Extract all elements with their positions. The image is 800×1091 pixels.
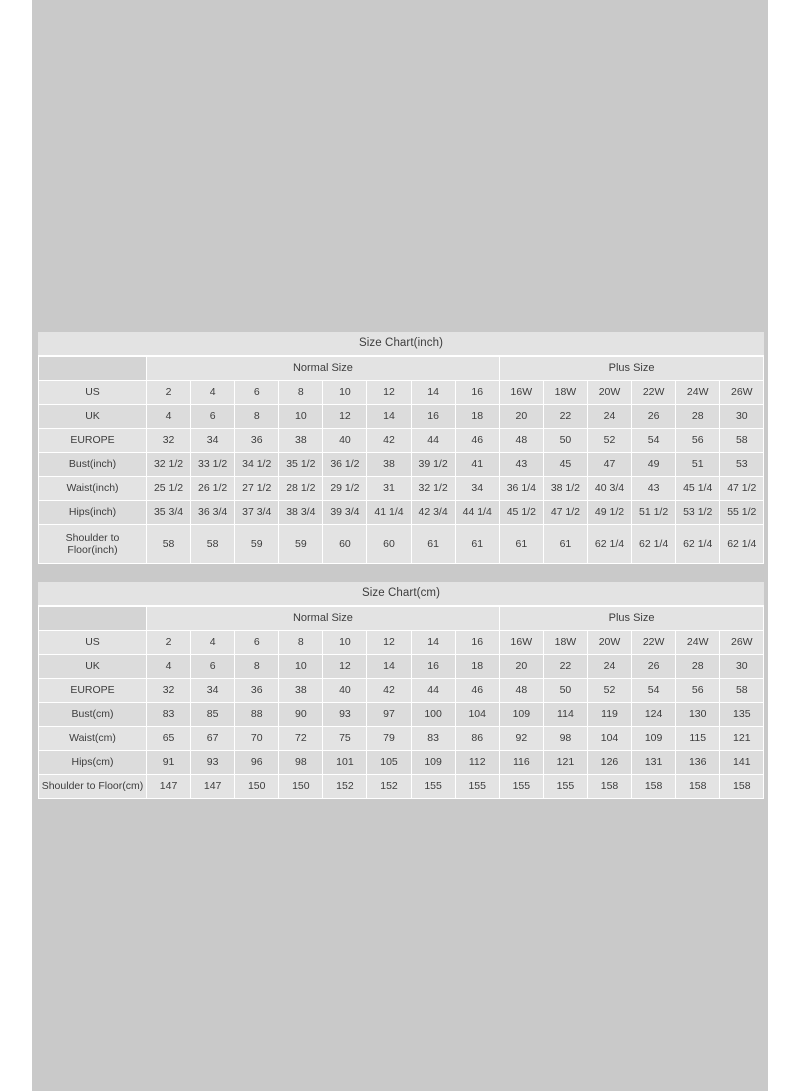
cell: 104 <box>455 703 499 727</box>
table-row <box>39 631 764 655</box>
table-group-row <box>39 607 764 631</box>
cell: 124 <box>632 703 676 727</box>
cell: 60 <box>323 525 367 564</box>
cell: 126 <box>587 751 631 775</box>
cell: 97 <box>367 703 411 727</box>
cell: 121 <box>720 727 764 751</box>
cell: 8 <box>279 381 323 405</box>
row-header: Bust(inch) <box>39 453 147 477</box>
group-blank-cell <box>39 607 147 631</box>
cell: 18W <box>543 381 587 405</box>
cell: 88 <box>235 703 279 727</box>
group-plus-size: Plus Size <box>499 607 764 631</box>
cell: 46 <box>455 679 499 703</box>
cell: 45 <box>543 453 587 477</box>
cell: 119 <box>587 703 631 727</box>
cell: 141 <box>720 751 764 775</box>
table-row <box>39 429 764 453</box>
cell: 135 <box>720 703 764 727</box>
cell: 121 <box>543 751 587 775</box>
cell: 2 <box>147 381 191 405</box>
cell: 10 <box>279 405 323 429</box>
cell: 37 3/4 <box>235 501 279 525</box>
cell: 14 <box>411 631 455 655</box>
cell: 34 <box>191 679 235 703</box>
table-row <box>39 453 764 477</box>
cell: 152 <box>323 775 367 799</box>
cell: 12 <box>367 381 411 405</box>
cell: 32 <box>147 679 191 703</box>
cell: 4 <box>191 381 235 405</box>
cell: 16W <box>499 631 543 655</box>
cell: 6 <box>235 631 279 655</box>
cell: 42 <box>367 679 411 703</box>
cell: 49 <box>632 453 676 477</box>
cell: 91 <box>147 751 191 775</box>
cell: 26 <box>632 405 676 429</box>
cell: 24W <box>676 631 720 655</box>
cell: 58 <box>191 525 235 564</box>
cell: 50 <box>543 429 587 453</box>
cell: 56 <box>676 679 720 703</box>
row-header: Waist(inch) <box>39 477 147 501</box>
cell: 16W <box>499 381 543 405</box>
table-row <box>39 655 764 679</box>
cell: 36 <box>235 429 279 453</box>
cell: 10 <box>323 631 367 655</box>
group-blank-cell <box>39 357 147 381</box>
cell: 32 1/2 <box>411 477 455 501</box>
cell: 6 <box>235 381 279 405</box>
row-header: EUROPE <box>39 429 147 453</box>
cell: 150 <box>235 775 279 799</box>
cell: 39 3/4 <box>323 501 367 525</box>
cell: 90 <box>279 703 323 727</box>
cell: 130 <box>676 703 720 727</box>
cell: 38 <box>279 679 323 703</box>
cell: 36 1/4 <box>499 477 543 501</box>
cell: 18 <box>455 655 499 679</box>
cell: 52 <box>587 679 631 703</box>
cell: 28 1/2 <box>279 477 323 501</box>
cell: 43 <box>499 453 543 477</box>
cell: 4 <box>191 631 235 655</box>
cell: 62 1/4 <box>632 525 676 564</box>
cell: 22W <box>632 381 676 405</box>
cell: 20W <box>587 381 631 405</box>
cell: 42 3/4 <box>411 501 455 525</box>
row-header: UK <box>39 655 147 679</box>
cell: 62 1/4 <box>587 525 631 564</box>
row-header: Shoulder to Floor(cm) <box>39 775 147 799</box>
cell: 29 1/2 <box>323 477 367 501</box>
cell: 158 <box>676 775 720 799</box>
cell: 50 <box>543 679 587 703</box>
cell: 25 1/2 <box>147 477 191 501</box>
cell: 85 <box>191 703 235 727</box>
cell: 114 <box>543 703 587 727</box>
table-row <box>39 679 764 703</box>
cell: 155 <box>543 775 587 799</box>
cell: 100 <box>411 703 455 727</box>
cell: 14 <box>411 381 455 405</box>
group-normal-size: Normal Size <box>147 607 500 631</box>
cell: 8 <box>235 405 279 429</box>
cell: 47 1/2 <box>720 477 764 501</box>
table-row <box>39 703 764 727</box>
cell: 47 <box>587 453 631 477</box>
cell: 46 <box>455 429 499 453</box>
table-row <box>39 477 764 501</box>
table-row <box>39 727 764 751</box>
cell: 61 <box>455 525 499 564</box>
cell: 98 <box>543 727 587 751</box>
cell: 4 <box>147 655 191 679</box>
cell: 58 <box>720 679 764 703</box>
cell: 18W <box>543 631 587 655</box>
cell: 98 <box>279 751 323 775</box>
table-row <box>39 381 764 405</box>
cell: 47 1/2 <box>543 501 587 525</box>
cell: 45 1/2 <box>499 501 543 525</box>
cell: 10 <box>279 655 323 679</box>
cell: 20W <box>587 631 631 655</box>
cell: 12 <box>367 631 411 655</box>
table-row <box>39 501 764 525</box>
row-header: Waist(cm) <box>39 727 147 751</box>
cell: 40 <box>323 429 367 453</box>
table-row <box>39 525 764 564</box>
cell: 2 <box>147 631 191 655</box>
cell: 45 1/4 <box>676 477 720 501</box>
cell: 36 1/2 <box>323 453 367 477</box>
cell: 34 <box>191 429 235 453</box>
cell: 150 <box>279 775 323 799</box>
cell: 33 1/2 <box>191 453 235 477</box>
cell: 24W <box>676 381 720 405</box>
group-normal-size: Normal Size <box>147 357 500 381</box>
row-header: EUROPE <box>39 679 147 703</box>
row-header: Hips(inch) <box>39 501 147 525</box>
cell: 34 <box>455 477 499 501</box>
row-header: Shoulder to Floor(inch) <box>39 525 147 564</box>
cell: 8 <box>279 631 323 655</box>
row-header: UK <box>39 405 147 429</box>
cell: 56 <box>676 429 720 453</box>
cell: 16 <box>411 655 455 679</box>
cell: 59 <box>279 525 323 564</box>
cell: 86 <box>455 727 499 751</box>
row-header: US <box>39 631 147 655</box>
group-plus-size: Plus Size <box>499 357 764 381</box>
cell: 39 1/2 <box>411 453 455 477</box>
cell: 32 1/2 <box>147 453 191 477</box>
cell: 109 <box>632 727 676 751</box>
cell: 44 <box>411 679 455 703</box>
cell: 70 <box>235 727 279 751</box>
size-chart-cm <box>38 582 764 799</box>
cell: 26 1/2 <box>191 477 235 501</box>
cell: 155 <box>499 775 543 799</box>
cell: 115 <box>676 727 720 751</box>
cell: 147 <box>191 775 235 799</box>
cell: 116 <box>499 751 543 775</box>
cell: 109 <box>499 703 543 727</box>
cell: 40 3/4 <box>587 477 631 501</box>
cell: 51 <box>676 453 720 477</box>
cell: 61 <box>411 525 455 564</box>
cell: 26W <box>720 381 764 405</box>
cell: 83 <box>411 727 455 751</box>
cell: 22 <box>543 405 587 429</box>
cell: 20 <box>499 405 543 429</box>
cell: 20 <box>499 655 543 679</box>
cell: 18 <box>455 405 499 429</box>
cell: 48 <box>499 429 543 453</box>
cell: 38 <box>279 429 323 453</box>
row-header: Hips(cm) <box>39 751 147 775</box>
cell: 41 1/4 <box>367 501 411 525</box>
cell: 83 <box>147 703 191 727</box>
cell: 28 <box>676 405 720 429</box>
cell: 93 <box>191 751 235 775</box>
cell: 58 <box>720 429 764 453</box>
cell: 152 <box>367 775 411 799</box>
cell: 24 <box>587 405 631 429</box>
cell: 30 <box>720 405 764 429</box>
cell: 155 <box>411 775 455 799</box>
cell: 96 <box>235 751 279 775</box>
cell: 52 <box>587 429 631 453</box>
cell: 53 <box>720 453 764 477</box>
cell: 8 <box>235 655 279 679</box>
cell: 6 <box>191 405 235 429</box>
cell: 40 <box>323 679 367 703</box>
cell: 59 <box>235 525 279 564</box>
cell: 38 3/4 <box>279 501 323 525</box>
cell: 101 <box>323 751 367 775</box>
cell: 55 1/2 <box>720 501 764 525</box>
size-chart-inch-table <box>38 356 764 564</box>
cell: 16 <box>455 631 499 655</box>
cell: 42 <box>367 429 411 453</box>
cell: 14 <box>367 405 411 429</box>
cell: 54 <box>632 429 676 453</box>
table-row <box>39 405 764 429</box>
size-chart-cm-title: Size Chart(cm) <box>38 582 764 606</box>
size-chart-cm-table <box>38 606 764 799</box>
table-group-row <box>39 357 764 381</box>
cell: 12 <box>323 405 367 429</box>
cell: 58 <box>147 525 191 564</box>
cell: 105 <box>367 751 411 775</box>
cell: 72 <box>279 727 323 751</box>
cell: 24 <box>587 655 631 679</box>
cell: 79 <box>367 727 411 751</box>
cell: 62 1/4 <box>720 525 764 564</box>
cell: 104 <box>587 727 631 751</box>
cell: 22 <box>543 655 587 679</box>
cell: 51 1/2 <box>632 501 676 525</box>
cell: 16 <box>411 405 455 429</box>
cell: 158 <box>587 775 631 799</box>
cell: 48 <box>499 679 543 703</box>
cell: 44 <box>411 429 455 453</box>
row-header: US <box>39 381 147 405</box>
size-chart-inch <box>38 332 764 564</box>
cell: 12 <box>323 655 367 679</box>
cell: 60 <box>367 525 411 564</box>
cell: 35 1/2 <box>279 453 323 477</box>
cell: 93 <box>323 703 367 727</box>
cell: 34 1/2 <box>235 453 279 477</box>
cell: 36 3/4 <box>191 501 235 525</box>
table-row <box>39 775 764 799</box>
cell: 10 <box>323 381 367 405</box>
cell: 41 <box>455 453 499 477</box>
cell: 75 <box>323 727 367 751</box>
cell: 158 <box>632 775 676 799</box>
cell: 62 1/4 <box>676 525 720 564</box>
cell: 44 1/4 <box>455 501 499 525</box>
size-charts-container <box>38 332 764 799</box>
cell: 54 <box>632 679 676 703</box>
cell: 28 <box>676 655 720 679</box>
cell: 36 <box>235 679 279 703</box>
cell: 61 <box>543 525 587 564</box>
cell: 92 <box>499 727 543 751</box>
cell: 53 1/2 <box>676 501 720 525</box>
cell: 49 1/2 <box>587 501 631 525</box>
cell: 6 <box>191 655 235 679</box>
cell: 147 <box>147 775 191 799</box>
cell: 30 <box>720 655 764 679</box>
row-header: Bust(cm) <box>39 703 147 727</box>
cell: 31 <box>367 477 411 501</box>
cell: 136 <box>676 751 720 775</box>
cell: 131 <box>632 751 676 775</box>
cell: 22W <box>632 631 676 655</box>
cell: 65 <box>147 727 191 751</box>
table-row <box>39 751 764 775</box>
cell: 158 <box>720 775 764 799</box>
cell: 112 <box>455 751 499 775</box>
cell: 43 <box>632 477 676 501</box>
cell: 35 3/4 <box>147 501 191 525</box>
cell: 14 <box>367 655 411 679</box>
cell: 4 <box>147 405 191 429</box>
cell: 67 <box>191 727 235 751</box>
size-chart-inch-title: Size Chart(inch) <box>38 332 764 356</box>
cell: 155 <box>455 775 499 799</box>
cell: 16 <box>455 381 499 405</box>
cell: 38 1/2 <box>543 477 587 501</box>
chart-separator <box>38 564 764 582</box>
cell: 27 1/2 <box>235 477 279 501</box>
cell: 38 <box>367 453 411 477</box>
cell: 109 <box>411 751 455 775</box>
cell: 26 <box>632 655 676 679</box>
cell: 32 <box>147 429 191 453</box>
cell: 61 <box>499 525 543 564</box>
cell: 26W <box>720 631 764 655</box>
